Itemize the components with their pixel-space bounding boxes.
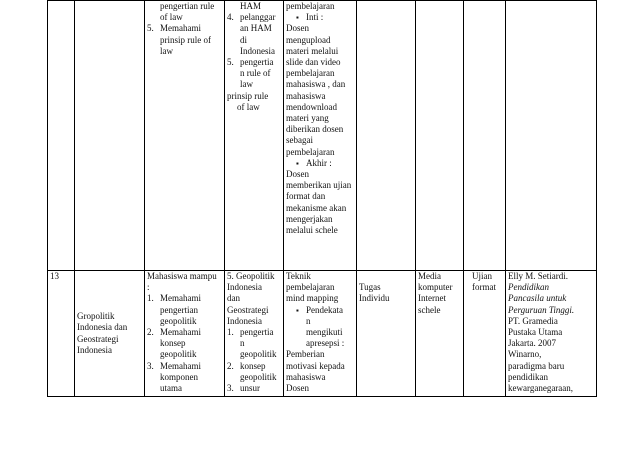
list-item xyxy=(147,361,222,395)
reference-author: Elly M. Setiardi. xyxy=(508,271,568,281)
text-line: PT. Gramedia xyxy=(508,315,558,326)
list-item-line: konsep xyxy=(240,360,266,371)
list-item xyxy=(147,293,222,327)
cell-indicators-prev xyxy=(145,1,225,271)
text-line: prinsip rule xyxy=(227,90,269,101)
text-line: schele xyxy=(418,304,441,315)
method-tail xyxy=(286,349,354,394)
text-line: : xyxy=(147,282,150,293)
text-line: Media xyxy=(418,271,441,281)
list-item-line: Memahami xyxy=(160,360,201,371)
cell-media xyxy=(416,271,464,397)
reference-rest xyxy=(508,316,594,394)
text-line: Pendidikan xyxy=(508,282,549,293)
list-item xyxy=(147,23,222,57)
list-item-line: n xyxy=(240,338,245,349)
method-bullet-approach xyxy=(306,305,354,350)
list-item-line: Memahami xyxy=(160,293,201,304)
cell-materials-prev xyxy=(225,1,284,271)
list-item-line: law xyxy=(240,79,253,90)
list-item-number: 2. xyxy=(147,327,154,338)
list-item-line: geopolitik xyxy=(240,349,277,360)
cell-topic-prev xyxy=(75,1,145,271)
list-item xyxy=(147,327,222,361)
list-item xyxy=(227,57,281,91)
text-line: mengerjakan xyxy=(286,213,333,224)
text-line: apresepsi : xyxy=(306,338,345,349)
list-item xyxy=(227,12,281,57)
list-item-line: n rule of xyxy=(240,68,271,79)
list-item-line: Indonesia xyxy=(240,45,275,56)
text-line: melalui schele xyxy=(286,225,338,236)
cell-methods-prev xyxy=(284,1,357,271)
material-list xyxy=(227,327,281,394)
text-line: diberikan dosen xyxy=(286,124,344,135)
cell-methods xyxy=(284,271,357,397)
text-line: Jakarta. 2007 xyxy=(508,338,556,349)
cell-materials xyxy=(225,271,284,397)
list-item-line: utama xyxy=(160,383,182,394)
text-line: materi yang xyxy=(286,113,329,124)
list-item-line: an HAM xyxy=(240,23,272,34)
list-item-line: geopolitik xyxy=(160,315,197,326)
text-line: mendownload xyxy=(286,101,337,112)
text-line: Tugas xyxy=(359,282,381,292)
text-line: Geostrategi xyxy=(77,333,119,344)
list-item-line: komponen xyxy=(160,371,198,382)
list-item-number: 3. xyxy=(147,360,154,371)
material-continuation xyxy=(227,1,281,12)
text-line: Dosen xyxy=(286,23,309,34)
indicator-continuation xyxy=(147,1,222,23)
list-item-line: prinsip rule of xyxy=(160,34,211,45)
text-line: 5. Geopolitik xyxy=(227,271,275,281)
list-item-line: di xyxy=(240,34,248,45)
text-line: Teknik xyxy=(286,271,311,281)
text-line: mahasiswa xyxy=(286,371,326,382)
list-item-line: geopolitik xyxy=(160,349,197,360)
cell-topic xyxy=(75,271,145,397)
text-line: pembelajaran xyxy=(286,146,335,157)
list-item-number: 3. xyxy=(227,383,234,394)
indicator-list xyxy=(147,293,222,394)
text-line: format dan xyxy=(286,191,326,202)
indicator-lead xyxy=(147,271,222,293)
cell-no-prev xyxy=(48,1,75,271)
cell-exam xyxy=(464,271,506,397)
cell-exam-prev xyxy=(464,1,506,271)
list-item-number: 5. xyxy=(147,23,154,34)
list-item xyxy=(227,383,281,394)
text-line: Pemberian xyxy=(286,349,325,360)
course-plan-table xyxy=(47,0,597,397)
list-item-number: 2. xyxy=(227,360,234,371)
list-item-line: pengertia xyxy=(240,327,274,338)
text-line: dan xyxy=(227,293,240,304)
text-line: ▪ Pendekata xyxy=(306,304,343,315)
method-bullet-inti: ▪ Inti : xyxy=(306,12,354,23)
text-line: memberikan ujian xyxy=(286,180,352,191)
text-line: mahasiswa , dan xyxy=(286,79,346,90)
list-item-number: 5. xyxy=(227,57,234,68)
text-line: mahasiswa xyxy=(286,90,326,101)
method-akhir-text xyxy=(286,169,354,236)
list-item-line: pengertia xyxy=(240,57,274,68)
material-tail xyxy=(227,91,281,113)
list-item-line: Memahami xyxy=(160,23,201,34)
list-item-number: 4. xyxy=(227,12,234,23)
cell-references-prev xyxy=(506,1,597,271)
text-line: Pancasila untuk xyxy=(508,293,567,304)
text-line: komputer xyxy=(418,282,453,293)
method-lead xyxy=(286,271,354,305)
text-line: sebagai xyxy=(286,135,313,146)
text-line: paradigma baru xyxy=(508,360,565,371)
list-item-line: Memahami xyxy=(160,327,201,338)
method-continuation xyxy=(286,1,354,12)
text-line: Indonesia xyxy=(77,344,112,355)
cell-media-prev xyxy=(416,1,464,271)
material-list xyxy=(227,12,281,90)
text-line: pembelajaran xyxy=(286,68,335,79)
text-line: Mahasiswa mampu xyxy=(147,271,217,281)
text-line: pendidikan xyxy=(508,371,548,382)
text-line: Indonesia xyxy=(227,315,262,326)
text-line: Dosen xyxy=(286,383,309,394)
text-line: format xyxy=(472,282,496,293)
list-item xyxy=(227,327,281,361)
topic-text xyxy=(77,311,142,356)
cell-indicators xyxy=(145,271,225,397)
list-item-line: unsur xyxy=(240,383,260,394)
text-line: materi melalui xyxy=(286,45,339,56)
list-item-line: pengertian xyxy=(160,304,198,315)
text-line: Dosen xyxy=(286,169,309,180)
text-line: slide dan video xyxy=(286,57,341,68)
text-line: mengikuti xyxy=(306,327,343,338)
text-line: motivasi kepada xyxy=(286,360,345,371)
text-line: Winarno, xyxy=(508,349,542,360)
list-item-number: 1. xyxy=(147,293,154,304)
text-line: mekanisme akan xyxy=(286,202,347,213)
method-inti-text xyxy=(286,23,354,157)
text-line: mengupload xyxy=(286,34,331,45)
text-line: Perguruan Tinggi. xyxy=(508,304,575,315)
list-item-line: geopolitik xyxy=(240,371,277,382)
text-line: HAM xyxy=(240,1,262,11)
list-item-line: konsep xyxy=(160,338,186,349)
reference-title xyxy=(508,282,594,316)
list-item-line: pelanggar xyxy=(240,12,276,23)
indicator-list xyxy=(147,23,222,57)
text-line: n xyxy=(306,315,311,326)
text-line: Internet xyxy=(418,293,446,304)
exam-text xyxy=(466,271,503,293)
list-item-number: 1. xyxy=(227,327,234,338)
assessment-text xyxy=(359,271,413,304)
text-line: kewarganegaraan, xyxy=(508,383,574,394)
list-item xyxy=(227,361,281,383)
text-line: of law xyxy=(237,101,260,112)
text-line: pembelajaran xyxy=(286,282,335,293)
text-line: Geostrategi xyxy=(227,304,269,315)
text-line: Indonesia dan xyxy=(77,322,128,333)
media-text xyxy=(418,271,461,316)
material-lead xyxy=(227,271,281,327)
text-line: Indonesia xyxy=(227,282,262,293)
text-line: of law xyxy=(160,12,183,23)
table-row-previous xyxy=(48,1,597,271)
list-item-line: law xyxy=(160,45,173,56)
text-line: Ujian xyxy=(472,271,492,281)
cell-references xyxy=(506,271,597,397)
cell-no: 13 xyxy=(48,271,75,397)
text-line: mind mapping xyxy=(286,293,339,304)
method-bullet-akhir: ▪ Akhir : xyxy=(306,158,354,169)
cell-assessment-prev xyxy=(357,1,416,271)
text-line: Gropolitik xyxy=(77,311,115,322)
cell-assessment xyxy=(357,271,416,397)
text-line: pengertian rule xyxy=(160,1,215,11)
text-line: Pustaka Utama xyxy=(508,327,563,338)
text-line: pembelajaran xyxy=(286,1,335,11)
text-line: Individu xyxy=(359,293,390,304)
table-row-13 xyxy=(48,271,597,397)
